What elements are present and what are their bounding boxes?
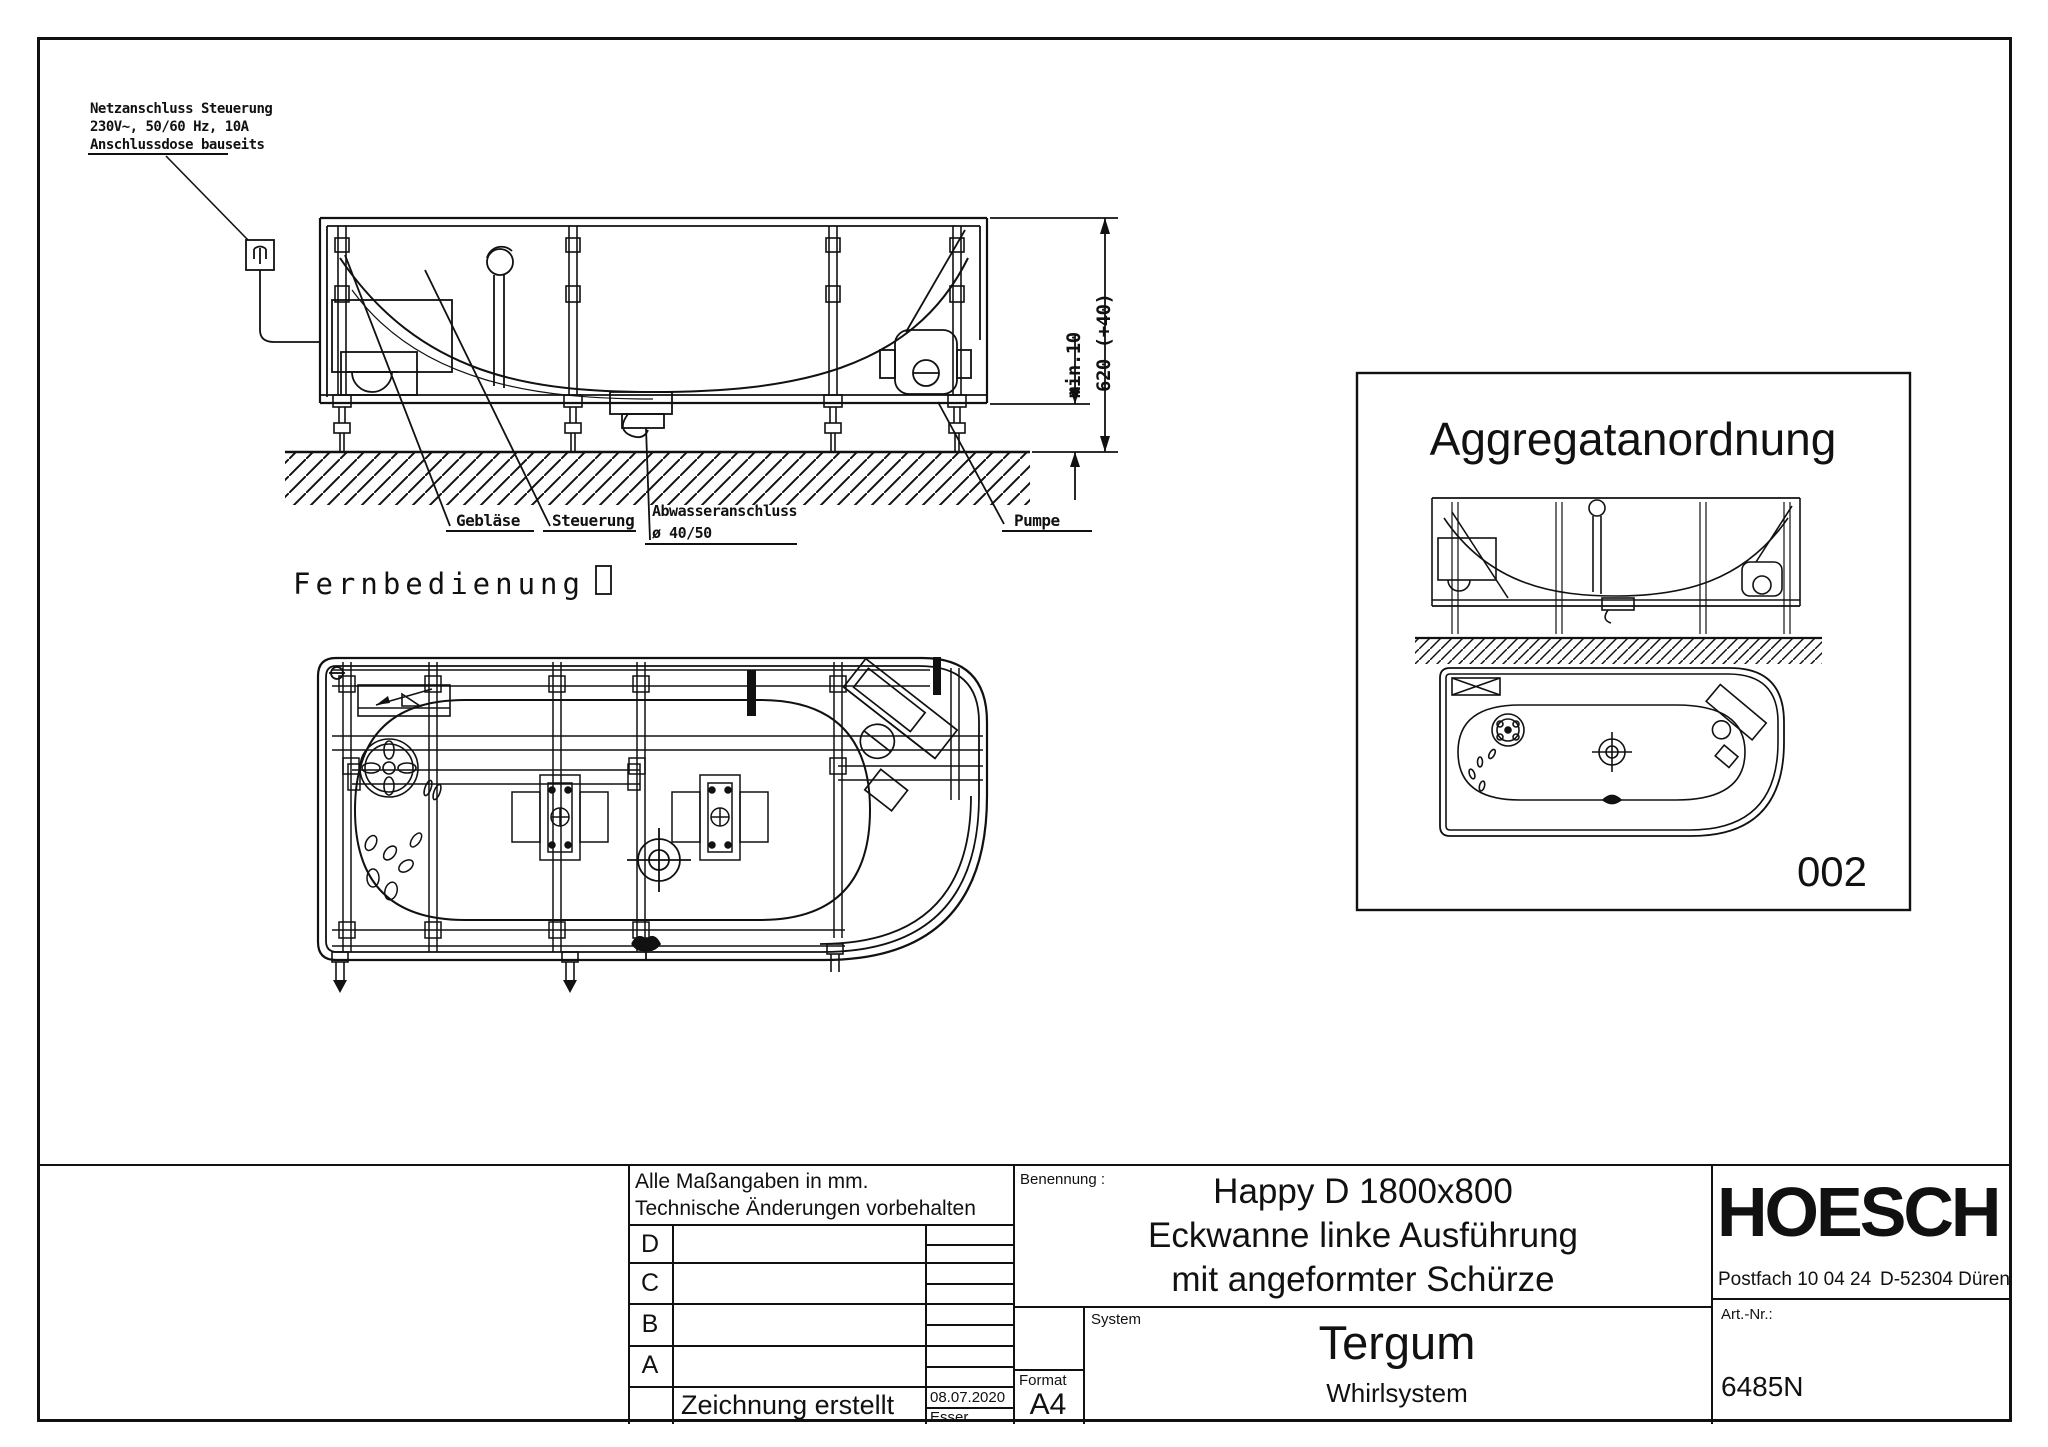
aggregat-title: Aggregatanordnung: [1429, 413, 1837, 465]
aggregat-top-view: [1440, 668, 1784, 836]
created-by: Esser: [930, 1409, 969, 1426]
power-note-line1: Netzanschluss Steuerung: [90, 101, 273, 117]
brand-address-1: Postfach 10 04 24: [1718, 1269, 1872, 1290]
tb-line: [925, 1366, 1015, 1368]
brand-logo: HOESCH: [1717, 1173, 1999, 1251]
drain-label-2: ø 40/50: [652, 524, 712, 542]
aggregat-side-view: [1415, 498, 1822, 664]
artnr-value: 6485N: [1721, 1371, 1804, 1402]
dim-clearance-label: min.10: [1063, 332, 1085, 398]
mounting-plate-right: [672, 775, 768, 860]
section-mark-1: [747, 670, 756, 716]
drawing-title-3: mit angeformter Schürze: [1171, 1260, 1555, 1299]
tb-line: [1013, 1306, 1713, 1308]
tb-line: [628, 1345, 1015, 1347]
created-date: 08.07.2020: [930, 1389, 1006, 1406]
system-name: Tergum: [1318, 1316, 1476, 1369]
tb-note-2: Technische Änderungen vorbehalten: [635, 1197, 976, 1220]
dim-height-label: 620 (+40): [1093, 293, 1115, 392]
drawing-title-2: Eckwanne linke Ausführung: [1148, 1216, 1578, 1255]
name-label: Benennung :: [1020, 1171, 1106, 1188]
system-label: System: [1091, 1311, 1142, 1328]
power-socket-icon: [246, 240, 274, 270]
brand-address-2: D-52304 Düren: [1880, 1269, 2010, 1290]
title-block: [37, 1164, 2012, 1426]
power-note-line3: Anschlussdose bauseits: [90, 137, 265, 153]
tb-line: [925, 1244, 1015, 1246]
pump-label: Pumpe: [1014, 511, 1060, 530]
rev-row-d: D: [640, 1230, 660, 1258]
rev-row-a: A: [641, 1351, 659, 1379]
side-view-drawing: [88, 101, 1118, 601]
tb-line: [925, 1324, 1015, 1326]
power-cable: [260, 270, 320, 342]
artnr-label: Art.-Nr.:: [1721, 1306, 1773, 1323]
tb-line: [628, 1262, 1015, 1264]
tb-line: [1711, 1298, 2012, 1300]
jet-nozzles: [363, 831, 424, 901]
format-label: Format: [1019, 1372, 1067, 1389]
top-view-drawing: [318, 657, 987, 993]
tb-line: [925, 1283, 1015, 1285]
power-note-line2: 230V~, 50/60 Hz, 10A: [90, 119, 249, 135]
rev-row-b: B: [641, 1310, 659, 1338]
format-value: A4: [1029, 1388, 1067, 1421]
blower-label: Gebläse: [456, 511, 520, 530]
tub-outline: [320, 218, 987, 403]
overflow-top: [632, 937, 660, 960]
rev-row-c: C: [640, 1269, 660, 1297]
tb-line: [1013, 1369, 1085, 1371]
tb-note-1: Alle Maßangaben in mm.: [635, 1170, 869, 1193]
mounting-plate-left: [512, 775, 608, 860]
power-note: [90, 101, 272, 153]
pump-unit: [880, 330, 971, 394]
remote-label: Fernbedienung: [293, 567, 585, 601]
created-label: Zeichnung erstellt: [681, 1390, 895, 1420]
tb-line: [672, 1224, 674, 1424]
remote-control-icon: [596, 566, 611, 594]
control-label: Steuerung: [552, 511, 635, 530]
system-sub: Whirlsystem: [1326, 1378, 1468, 1408]
overflow-pipe: [487, 247, 513, 388]
aggregat-number: 002: [1796, 848, 1868, 895]
section-mark-2: [933, 657, 941, 695]
drain-label-1: Abwasseranschluss: [652, 502, 798, 520]
drawing-title-1: Happy D 1800x800: [1213, 1172, 1513, 1211]
tb-line: [628, 1303, 1015, 1305]
tb-line: [628, 1224, 1015, 1226]
ground-hatch: [285, 453, 1030, 505]
aggregat-box: [1357, 373, 1910, 910]
tb-line: [628, 1386, 1015, 1388]
